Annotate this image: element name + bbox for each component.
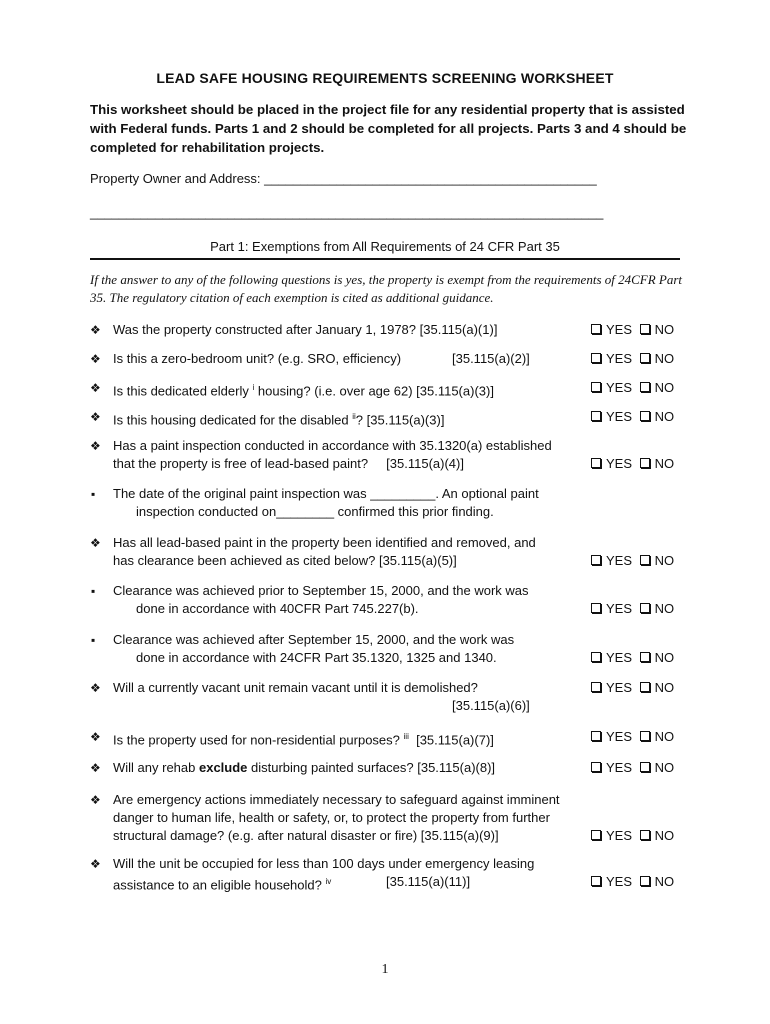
yes-checkbox[interactable]: [591, 603, 601, 613]
yes-no-options: [591, 827, 761, 845]
question-main: Is this dedicated elderly: [113, 383, 249, 399]
yes-label: YES: [606, 380, 633, 395]
no-label: NO: [654, 729, 675, 744]
question-text: [113, 485, 583, 521]
diamond-bullet-icon: ❖: [90, 439, 101, 453]
question-line: Has a paint inspection conducted in accordance with 35.1320(a) established: [113, 438, 552, 453]
question-text: [113, 631, 583, 667]
question-line: danger to human life, health or safety, or, to protect the property from further: [113, 810, 550, 825]
yes-label: YES: [606, 601, 633, 616]
question-line: Will a currently vacant unit remain vacant until it is demolished?: [113, 680, 478, 695]
question-line: [113, 873, 583, 894]
no-checkbox[interactable]: [640, 762, 650, 772]
question-main: Is this housing dedicated for the disabled: [113, 412, 349, 428]
yes-label: YES: [606, 729, 633, 744]
no-label: NO: [654, 650, 675, 665]
question-line: done in accordance with 40CFR Part 745.227(b).: [136, 601, 419, 616]
yes-label: YES: [606, 322, 633, 337]
question-citation: disturbing painted surfaces? [35.115(a)(8)]: [247, 760, 496, 775]
yes-label: YES: [606, 828, 633, 843]
yes-no-options: [591, 408, 761, 426]
yes-no-options: [591, 759, 761, 777]
yes-checkbox[interactable]: [591, 411, 601, 421]
question-line: done in accordance with 24CFR Part 35.1320, 1325 and 1340.: [136, 650, 497, 665]
no-label: NO: [654, 828, 675, 843]
question-citation: housing? (i.e. over age 62) [35.115(a)(3)]: [254, 383, 494, 399]
no-label: NO: [654, 456, 675, 471]
yes-no-options: [591, 552, 761, 570]
no-checkbox[interactable]: [640, 682, 650, 692]
question-main: Is the property used for non-residential purposes?: [113, 732, 400, 748]
yes-label: YES: [606, 409, 633, 424]
question-line: that the property is free of lead-based paint? [35.115(a)(4)]: [113, 456, 464, 471]
endnote-ref: ii: [352, 412, 356, 421]
question-text: [113, 728, 583, 749]
yes-checkbox[interactable]: [591, 830, 601, 840]
no-label: NO: [654, 760, 675, 775]
question-text: [113, 759, 583, 777]
no-checkbox[interactable]: [640, 876, 650, 886]
yes-no-options: [591, 679, 761, 697]
endnote-ref: iii: [403, 732, 409, 741]
diamond-bullet-icon: ❖: [90, 857, 101, 871]
yes-checkbox[interactable]: [591, 382, 601, 392]
part1-instructions: If the answer to any of the following questions is yes, the property is exempt from the requirements of 24CFR Part 35. The regulatory citation of each exemption is cited as additional guidance.: [90, 272, 683, 305]
diamond-bullet-icon: ❖: [90, 352, 101, 366]
no-checkbox[interactable]: [640, 411, 650, 421]
question-main: Is this a zero-bedroom unit? (e.g. SRO, efficiency): [113, 351, 402, 366]
question-citation: [35.115(a)(11)]: [386, 874, 471, 889]
no-checkbox[interactable]: [640, 652, 650, 662]
yes-checkbox[interactable]: [591, 353, 601, 363]
no-label: NO: [654, 380, 675, 395]
yes-checkbox[interactable]: [591, 762, 601, 772]
yes-label: YES: [606, 650, 633, 665]
endnote-ref: i: [252, 383, 255, 392]
yes-checkbox[interactable]: [591, 324, 601, 334]
question-emphasis: exclude: [198, 760, 248, 775]
no-checkbox[interactable]: [640, 830, 650, 840]
question-text: [113, 582, 583, 618]
no-checkbox[interactable]: [640, 555, 650, 565]
yes-checkbox[interactable]: [591, 458, 601, 468]
question-main: assistance to an eligible household?: [113, 877, 322, 893]
no-checkbox[interactable]: [640, 353, 650, 363]
yes-label: YES: [606, 760, 633, 775]
page-title: LEAD SAFE HOUSING REQUIREMENTS SCREENING WORKSHEET: [156, 70, 614, 86]
square-bullet-icon: ▪: [91, 584, 96, 598]
diamond-bullet-icon: ❖: [90, 536, 101, 550]
question-text: [113, 350, 583, 368]
question-text: [113, 855, 583, 894]
yes-no-options: [591, 455, 761, 473]
diamond-bullet-icon: ❖: [90, 681, 101, 695]
diamond-bullet-icon: ❖: [90, 730, 101, 744]
question-citation: [35.115(a)(2)]: [452, 351, 530, 366]
question-line: Are emergency actions immediately necessary to safeguard against imminent: [113, 792, 560, 807]
question-text: [113, 379, 583, 400]
no-label: NO: [654, 553, 675, 568]
no-label: NO: [654, 874, 675, 889]
yes-no-options: [591, 600, 761, 618]
yes-no-options: [591, 728, 761, 746]
yes-label: YES: [606, 553, 633, 568]
diamond-bullet-icon: ❖: [90, 381, 101, 395]
diamond-bullet-icon: ❖: [90, 793, 101, 807]
page-number: 1: [381, 962, 389, 977]
no-label: NO: [654, 680, 675, 695]
question-citation: ? [35.115(a)(3)]: [355, 412, 445, 428]
yes-checkbox[interactable]: [591, 731, 601, 741]
square-bullet-icon: ▪: [91, 633, 96, 647]
yes-no-options: [591, 379, 761, 397]
no-label: NO: [654, 351, 675, 366]
question-line: has clearance been achieved as cited below? [35.115(a)(5)]: [113, 553, 457, 568]
question-text: [113, 408, 583, 429]
square-bullet-icon: ▪: [91, 487, 96, 501]
no-checkbox[interactable]: [640, 324, 650, 334]
yes-no-options: [591, 649, 761, 667]
part1-heading: Part 1: Exemptions from All Requirements of 24 CFR Part 35: [90, 239, 680, 260]
yes-label: YES: [606, 680, 633, 695]
intro-paragraph: This worksheet should be placed in the project file for any residential property that is assisted with Federal funds. Parts 1 and 2 should be completed for all projects. Parts 3 and 4 should be completed for rehabilitation projects.: [90, 102, 687, 155]
question-line: Clearance was achieved prior to September 15, 2000, and the work was: [113, 583, 529, 598]
question-text: [113, 679, 583, 715]
no-label: NO: [654, 322, 675, 337]
yes-label: YES: [606, 351, 633, 366]
property-owner-field[interactable]: Property Owner and Address: ______________________________________________: [90, 171, 597, 186]
no-label: NO: [654, 601, 675, 616]
yes-checkbox[interactable]: [591, 682, 601, 692]
diamond-bullet-icon: ❖: [90, 761, 101, 775]
property-address-line[interactable]: _______________________________________________________________________: [90, 205, 604, 220]
no-checkbox[interactable]: [640, 603, 650, 613]
yes-checkbox[interactable]: [591, 652, 601, 662]
question-line: Clearance was achieved after September 15, 2000, and the work was: [113, 632, 515, 647]
question-text: [113, 534, 583, 570]
yes-checkbox[interactable]: [591, 555, 601, 565]
yes-label: YES: [606, 874, 633, 889]
question-main: Will any rehab: [113, 760, 199, 775]
no-checkbox[interactable]: [640, 731, 650, 741]
no-checkbox[interactable]: [640, 382, 650, 392]
diamond-bullet-icon: ❖: [90, 323, 101, 337]
yes-label: YES: [606, 456, 633, 471]
question-line[interactable]: The date of the original paint inspection was _________. An optional paint: [113, 486, 539, 501]
question-line: Has all lead-based paint in the property been identified and removed, and: [113, 535, 536, 550]
question-citation: [35.115(a)(6)]: [452, 698, 530, 713]
question-line[interactable]: inspection conducted on________ confirmed this prior finding.: [136, 504, 494, 519]
yes-no-options: [591, 350, 761, 368]
question-text: [113, 437, 593, 473]
diamond-bullet-icon: ❖: [90, 410, 101, 424]
question-citation: [35.115(a)(7)]: [408, 732, 494, 748]
question-line: Will the unit be occupied for less than 100 days under emergency leasing: [113, 856, 535, 871]
question-line: structural damage? (e.g. after natural disaster or fire) [35.115(a)(9)]: [113, 828, 499, 843]
yes-no-options: [591, 321, 761, 339]
no-checkbox[interactable]: [640, 458, 650, 468]
no-label: NO: [654, 409, 675, 424]
yes-checkbox[interactable]: [591, 876, 601, 886]
endnote-ref: iv: [325, 877, 332, 886]
question-text: [113, 791, 603, 845]
question-text: Was the property constructed after January 1, 1978? [35.115(a)(1)]: [113, 322, 498, 337]
yes-no-options: [591, 873, 761, 891]
